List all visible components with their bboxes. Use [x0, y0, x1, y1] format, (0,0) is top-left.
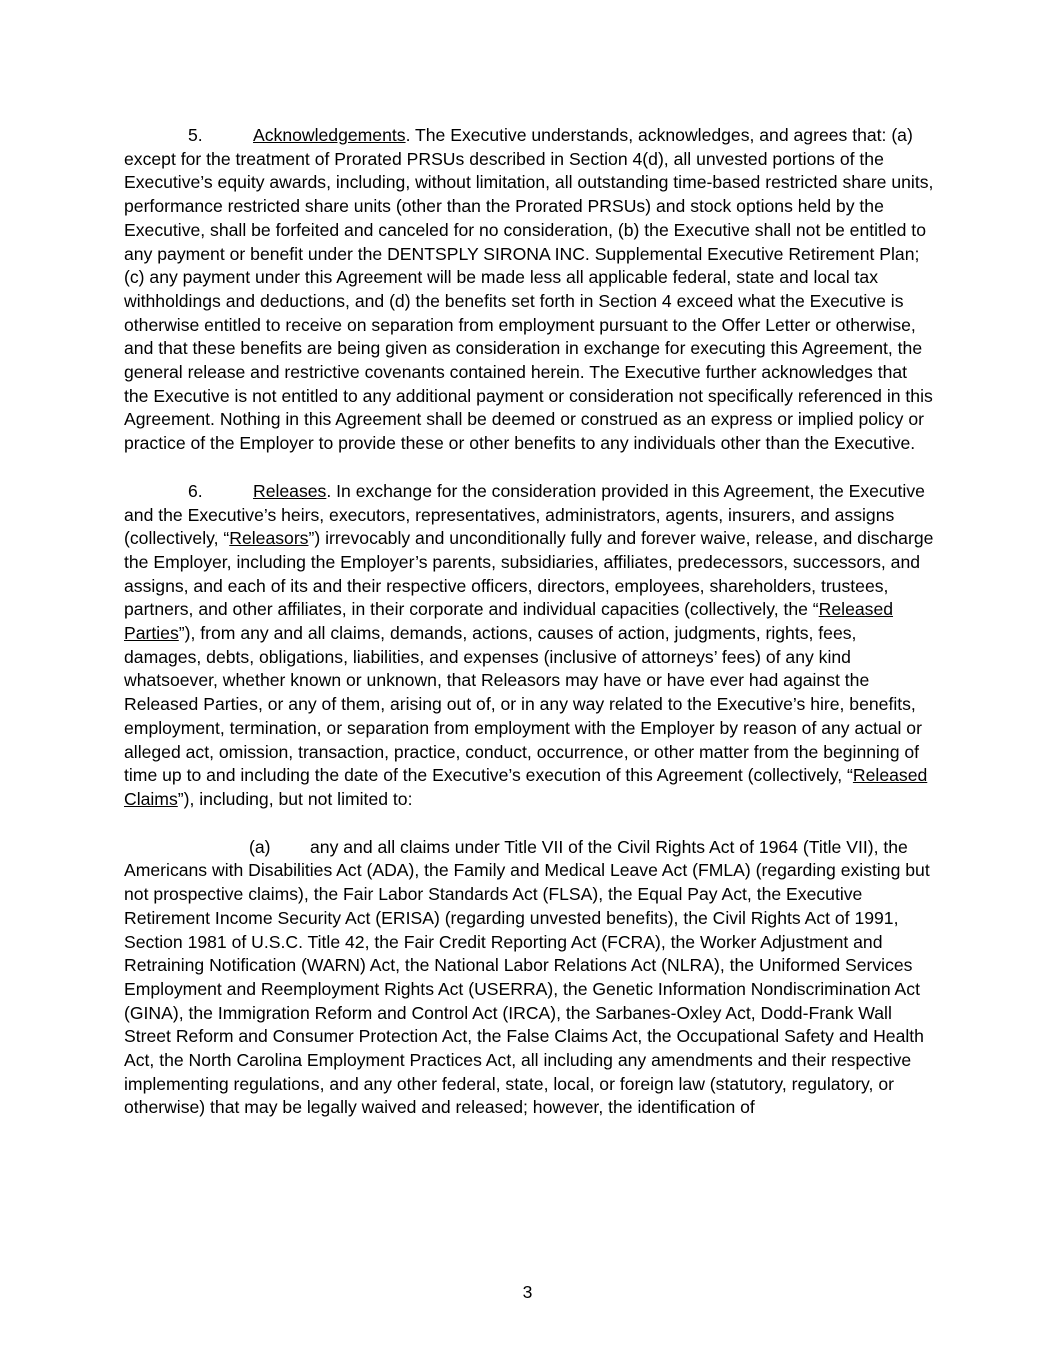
section-text: . The Executive understands, acknowledges, and agrees that: (a) except for the treatment of Prorated PRSUs described in Section 4(d), all unvested portions of the Executive’s equity awards, including, without limitation, all outstanding time-based restricted share units, performance restricted share units (other than the Prorated PRSUs) and stock options held by the Executive, shall be forfeited and canceled for no consideration, (b) the Executive shall not be entitled to any payment or benefit under the DENTSPLY SIRONA INC. Supplemental Executive Retirement Plan; (c) any payment under this Agreement will be made less all applicable federal, state and local tax withholdings and deductions, and (d) the benefits set forth in Section 4 exceed what the Executive is otherwise entitled to receive on separation from employment pursuant to the Offer Letter or otherwise, and that these benefits are being given as consideration in exchange for executing this Agreement, the general release and restrictive covenants contained herein. The Executive further acknowledges that the Executive is not entitled to any additional payment or consideration not specifically referenced in this Agreement. Nothing in this Agreement shall be deemed or construed as an express or implied policy or practice of the Employer to provide these or other benefits to any individuals other than the Executive. [124, 125, 934, 454]
defined-term-released-parties: Released Parties [124, 599, 894, 644]
section-number: 6. [188, 480, 203, 501]
section-heading: Acknowledgements [253, 125, 406, 145]
section-text: ”) irrevocably and unconditionally fully and forever waive, release, and discharge the Employer, including the Employer’s parents, subsidiaries, affiliates, predecessors, successors, and assigns, and each of its and their respective officers, directors, employees, shareholders, trustees, partners, and other affiliates, in their corporate and individual capacities (collectively, the “ [124, 528, 934, 620]
defined-term-released-claims: Released Claims [124, 765, 928, 809]
page-number: 3 [522, 1282, 533, 1302]
section-5-acknowledgements [124, 124, 936, 456]
subsection-text: any and all claims under Title VII of the Civil Rights Act of 1964 (Title VII), the Americans with Disabilities Act (ADA), the Family and Medical Leave Act (FMLA) (regarding existing but not prospective claims), the Fair Labor Standards Act (FLSA), the Equal Pay Act, the Executive Retirement Income Security Act (ERISA) (regarding unvested benefits), the Civil Rights Act of 1991, Section 1981 of U.S.C. Title 42, the Fair Credit Reporting Act (FCRA), the Worker Adjustment and Retraining Notification (WARN) Act, the National Labor Relations Act (NLRA), the Uniformed Services Employment and Reemployment Rights Act (USERRA), the Genetic Information Nondiscrimination Act (GINA), the Immigration Reform and Control Act (IRCA), the Sarbanes-Oxley Act, Dodd-Frank Wall Street Reform and Consumer Protection Act, the False Claims Act, the Occupational Safety and Health Act, the North Carolina Employment Practices Act, all including any amendments and their respective implementing regulations, and any other federal, state, local, or foreign law (statutory, regulatory, or otherwise) that may be legally waived and released; however, the identification of [124, 836, 930, 1118]
section-heading: Releases [253, 480, 327, 501]
section-text: ”), from any and all claims, demands, actions, causes of action, judgments, rights, fees, damages, debts, obligations, liabilities, and expenses (inclusive of attorneys’ fees) of any kind whatsoever, whether known or unknown, that Releasors may have or have ever had against the Released Parties, or any of them, arising out of, or in any way related to the Executive’s hire, benefits, employment, termination, or separation from employment with the Employer by reason of any actual or alleged act, omission, transaction, practice, conduct, occurrence, or other matter from the beginning of time up to and including the date of the Executive’s execution of this Agreement (collectively, “ [124, 623, 922, 786]
section-text: ”), including, but not limited to: [177, 788, 413, 809]
defined-term-releasors: Releasors [229, 528, 309, 549]
subsection-number: (a) [249, 836, 271, 857]
section-text: . In exchange for the consideration provided in this Agreement, the Executive and the Executive’s heirs, executors, representatives, administrators, agents, insurers, and assigns (collectively, “ [124, 480, 925, 549]
section-6a-claims-list [124, 836, 936, 1120]
section-number: 5. [188, 125, 203, 145]
section-6-releases [124, 480, 936, 812]
document-body [124, 124, 936, 1144]
